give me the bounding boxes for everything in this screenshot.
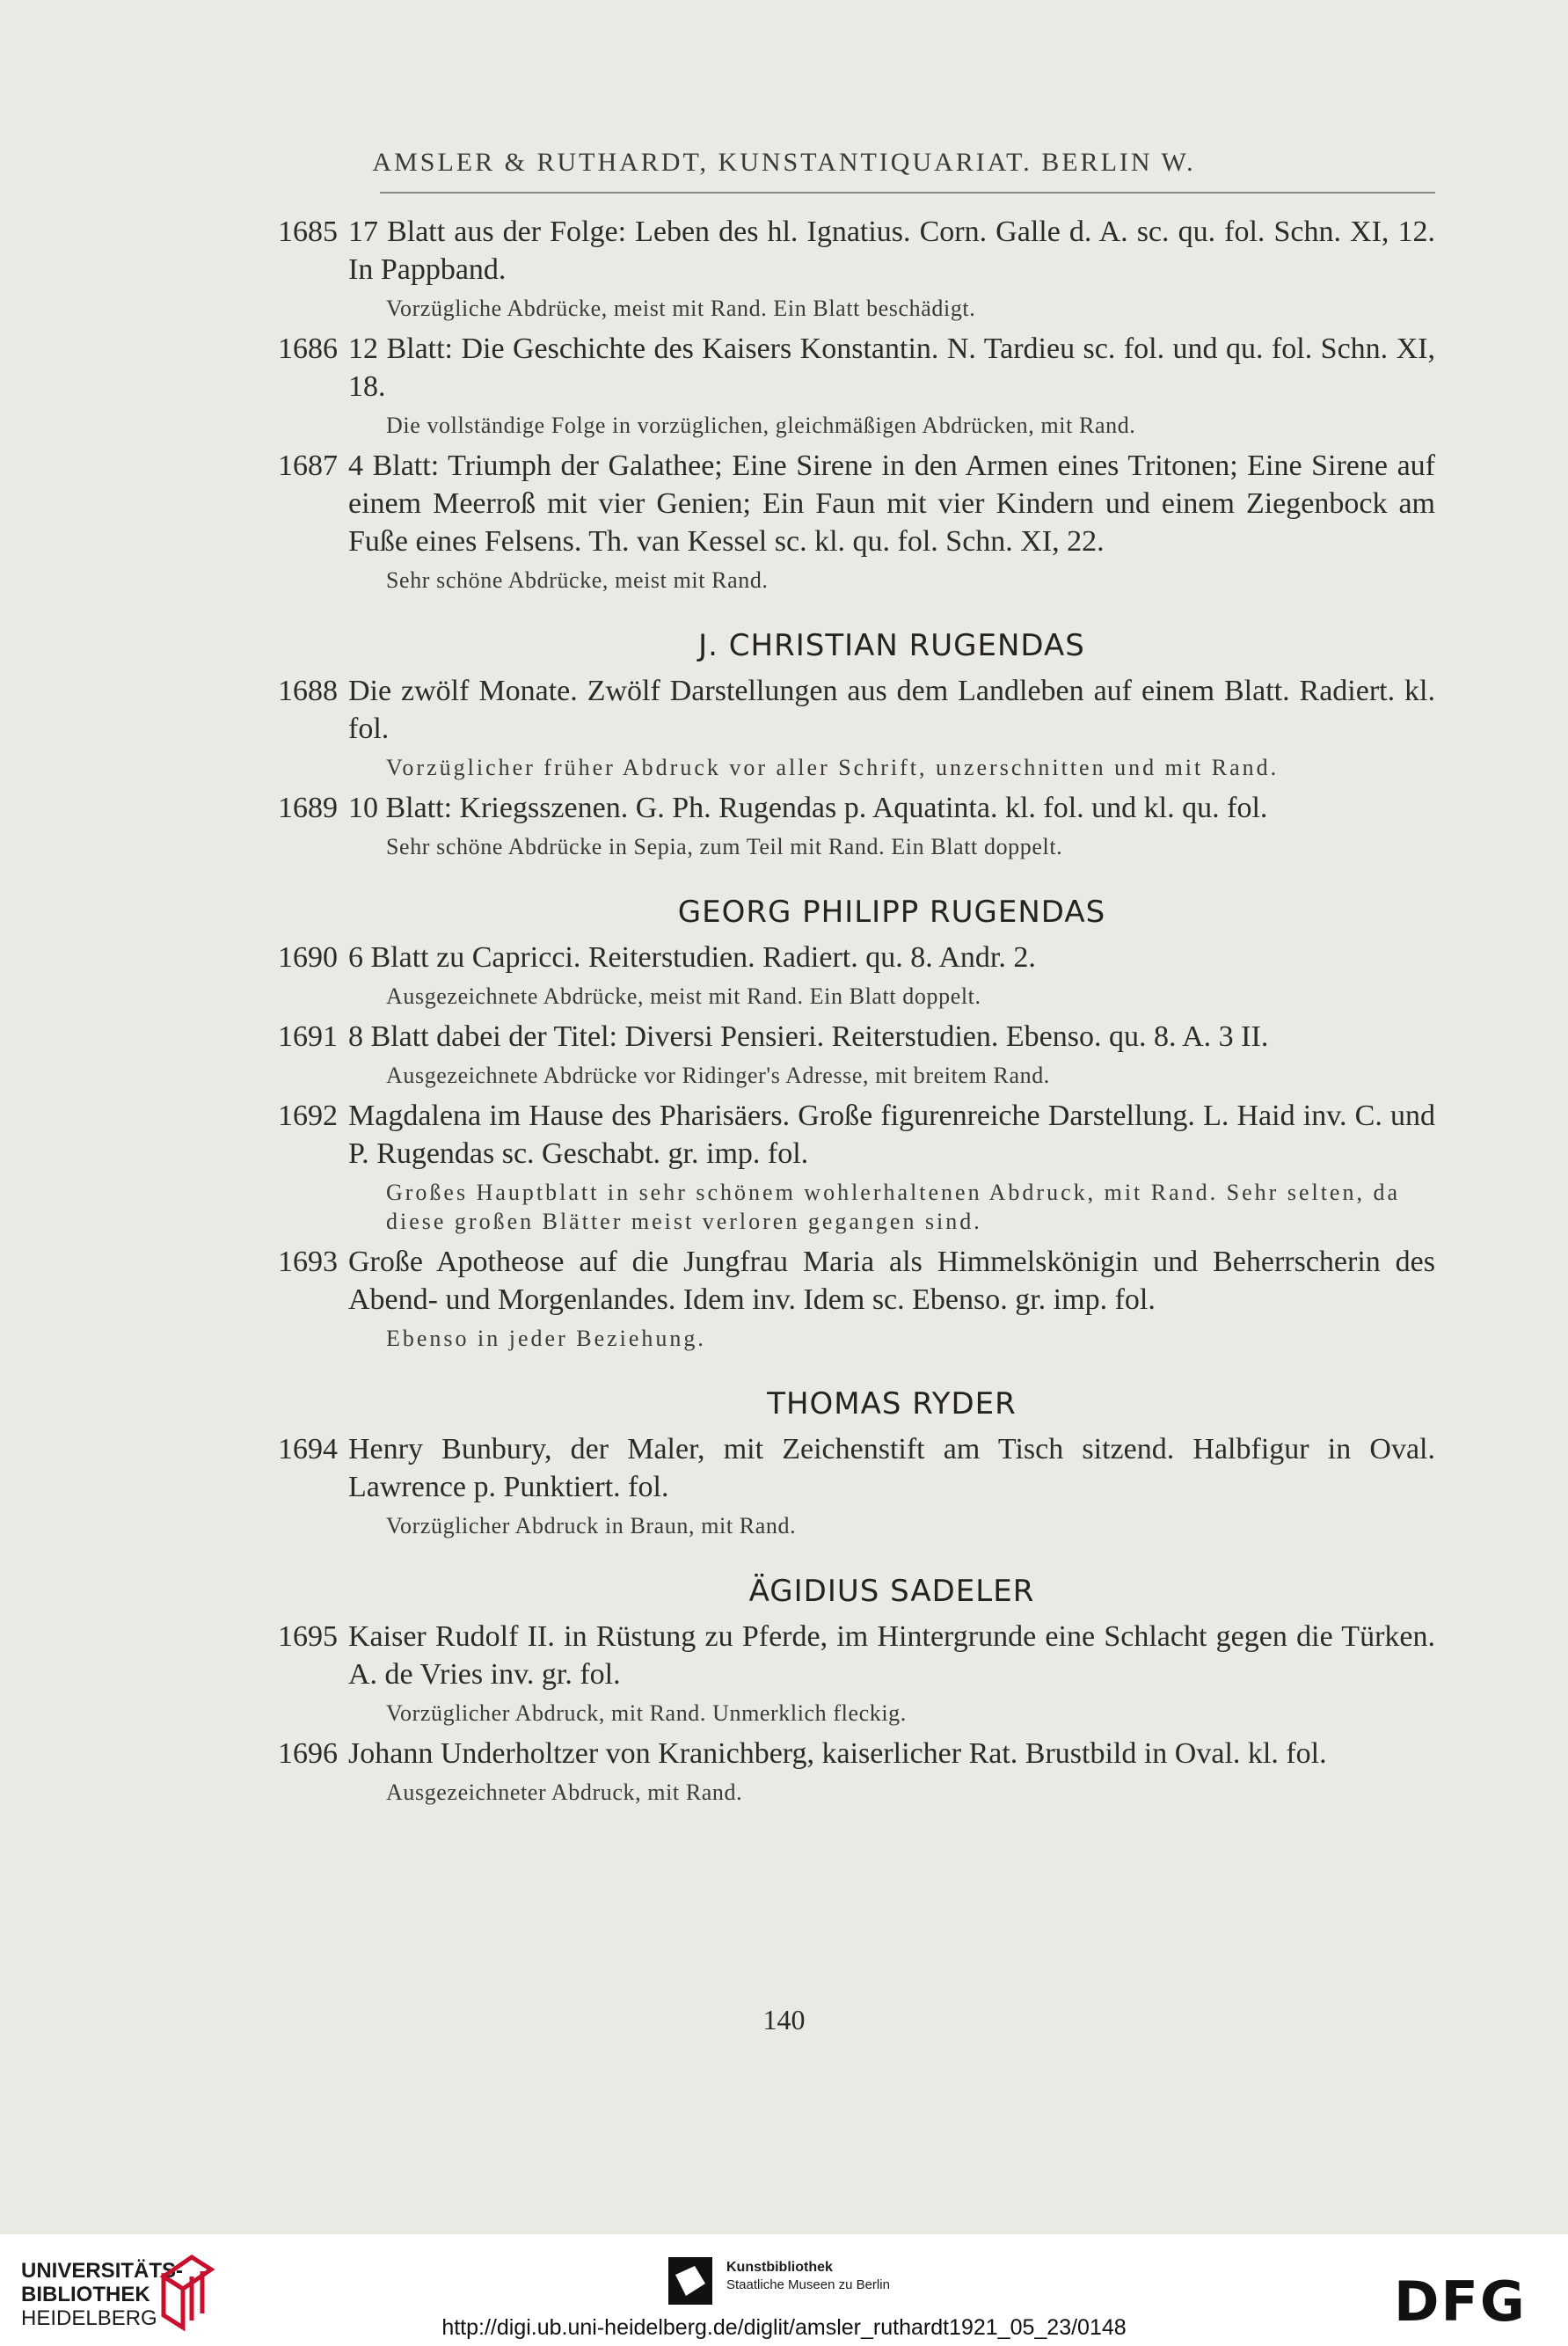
catalog-entry xyxy=(278,939,1435,1011)
lot-number: 1696 xyxy=(278,1737,338,1770)
lot-number: 1694 xyxy=(278,1433,338,1465)
lot-condition-note: Ebenso in jeder Beziehung. xyxy=(386,1326,706,1351)
lot-number: 1695 xyxy=(278,1620,338,1653)
lot-number: 1693 xyxy=(278,1246,338,1278)
lot-condition-note: Vorzügliche Abdrücke, meist mit Rand. Ein Blatt beschädigt. xyxy=(386,296,976,321)
lot-condition-note: Ausgezeichnete Abdrücke, meist mit Rand. Ein Blatt doppelt. xyxy=(386,983,981,1009)
catalog-entry xyxy=(278,1018,1435,1090)
lot-number: 1689 xyxy=(278,792,338,824)
lot-number: 1688 xyxy=(278,675,338,707)
lot-description: Johann Underholtzer von Kranichberg, kaiserlicher Rat. Brustbild in Oval. kl. fol. xyxy=(348,1737,1327,1770)
ub-line-1: UNIVERSITÄTS- xyxy=(21,2259,184,2283)
lot-number: 1690 xyxy=(278,941,338,974)
catalog-entry xyxy=(278,1735,1435,1807)
lot-description: Henry Bunbury, der Maler, mit Zeichenstift am Tisch sitzend. Halbfigur in Oval. Lawrence p. Punktiert. fol. xyxy=(348,1433,1435,1503)
lot-description: 12 Blatt: Die Geschichte des Kaisers Konstantin. N. Tardieu sc. fol. und qu. fol. Schn. XI, 18. xyxy=(348,333,1435,403)
artist-heading: J. CHRISTIAN RUGENDAS xyxy=(698,628,1085,663)
lot-description: 6 Blatt zu Capricci. Reiterstudien. Radiert. qu. 8. Andr. 2. xyxy=(348,941,1036,974)
lot-description: Die zwölf Monate. Zwölf Darstellungen aus dem Landleben auf einem Blatt. Radiert. kl. fol. xyxy=(348,675,1435,745)
page-header: AMSLER & RUTHARDT, KUNSTANTIQUARIAT. BERLIN W. xyxy=(372,148,1196,177)
kb-line-2: Staatliche Museen zu Berlin xyxy=(726,2277,890,2292)
lot-number: 1685 xyxy=(278,216,338,248)
catalog-entry xyxy=(278,213,1435,323)
lot-description: 4 Blatt: Triumph der Galathee; Eine Sirene in den Armen eines Tritonen; Eine Sirene auf einem Meerroß mit vier Genien; Ein Faun mit vier Kindern und einem Ziegenbock am Fuße eines Felsens. Th. van Kessel sc. kl. qu. fol. Schn. XI, 22. xyxy=(348,449,1435,558)
catalog-entry xyxy=(278,330,1435,440)
lot-description: Kaiser Rudolf II. in Rüstung zu Pferde, im Hintergrunde eine Schlacht gegen die Türken. A. de Vries inv. gr. fol. xyxy=(348,1620,1435,1691)
lot-description: Große Apotheose auf die Jungfrau Maria als Himmelskönigin und Beherrscherin des Abend- und Morgenlandes. Idem inv. Idem sc. Ebenso. gr. imp. fol. xyxy=(348,1246,1435,1316)
lot-condition-note: Ausgezeichnete Abdrücke vor Ridinger's Adresse, mit breitem Rand. xyxy=(386,1063,1050,1088)
artist-heading: GEORG PHILIPP RUGENDAS xyxy=(677,895,1106,930)
header-rule xyxy=(380,192,1435,194)
artist-heading: THOMAS RYDER xyxy=(767,1386,1017,1421)
lot-number: 1687 xyxy=(278,449,338,482)
catalog-entry xyxy=(278,1430,1435,1540)
kunstbibliothek-icon xyxy=(668,2257,712,2305)
lot-condition-note: Sehr schöne Abdrücke, meist mit Rand. xyxy=(386,567,769,593)
lot-description: 17 Blatt aus der Folge: Leben des hl. Ignatius. Corn. Galle d. A. sc. qu. fol. Schn. XI, 12. In Pappband. xyxy=(348,216,1435,286)
catalog-entry xyxy=(278,447,1435,595)
page-number: 140 xyxy=(762,2004,806,2035)
dfg-logo[interactable]: DFG xyxy=(1394,2269,1527,2334)
lot-condition-note: Großes Hauptblatt in sehr schönem wohlerhaltenen Abdruck, mit Rand. Sehr selten, da diese großen Blätter meist verloren gegangen sind. xyxy=(386,1180,1401,1234)
catalog-entry xyxy=(278,1618,1435,1728)
lot-number: 1692 xyxy=(278,1100,338,1132)
lot-condition-note: Vorzüglicher Abdruck in Braun, mit Rand. xyxy=(386,1513,797,1538)
kunstbibliothek-logo[interactable] xyxy=(668,2252,932,2305)
catalog-content xyxy=(278,213,1435,1814)
lot-condition-note: Die vollständige Folge in vorzüglichen, gleichmäßigen Abdrücken, mit Rand. xyxy=(386,413,1136,438)
lot-description: Magdalena im Hause des Pharisäers. Große figurenreiche Darstellung. L. Haid inv. C. und P. Rugendas sc. Geschabt. gr. imp. fol. xyxy=(348,1100,1435,1170)
catalog-entry xyxy=(278,672,1435,782)
catalog-entry xyxy=(278,1097,1435,1236)
lot-description: 8 Blatt dabei der Titel: Diversi Pensieri. Reiterstudien. Ebenso. qu. 8. A. 3 II. xyxy=(348,1020,1269,1053)
catalog-entry xyxy=(278,789,1435,861)
ub-line-3: HEIDELBERG xyxy=(21,2306,157,2330)
lot-condition-note: Vorzüglicher früher Abdruck vor aller Schrift, unzerschnitten und mit Rand. xyxy=(386,755,1280,780)
lot-condition-note: Ausgezeichneter Abdruck, mit Rand. xyxy=(386,1780,743,1805)
lot-number: 1686 xyxy=(278,333,338,365)
lot-condition-note: Sehr schöne Abdrücke in Sepia, zum Teil mit Rand. Ein Blatt doppelt. xyxy=(386,834,1063,859)
lot-description: 10 Blatt: Kriegsszenen. G. Ph. Rugendas p. Aquatinta. kl. fol. und kl. qu. fol. xyxy=(348,792,1268,824)
lot-number: 1691 xyxy=(278,1020,338,1053)
catalog-entry xyxy=(278,1243,1435,1353)
source-url-link[interactable]: http://digi.ub.uni-heidelberg.de/diglit/amsler_ruthardt1921_05_23/0148 xyxy=(441,2315,1127,2340)
lot-condition-note: Vorzüglicher Abdruck, mit Rand. Unmerklich fleckig. xyxy=(386,1700,907,1726)
ub-line-2: BIBLIOTHEK xyxy=(21,2283,150,2306)
kb-line-1: Kunstbibliothek xyxy=(726,2260,833,2275)
artist-heading: ÄGIDIUS SADELER xyxy=(748,1574,1035,1609)
